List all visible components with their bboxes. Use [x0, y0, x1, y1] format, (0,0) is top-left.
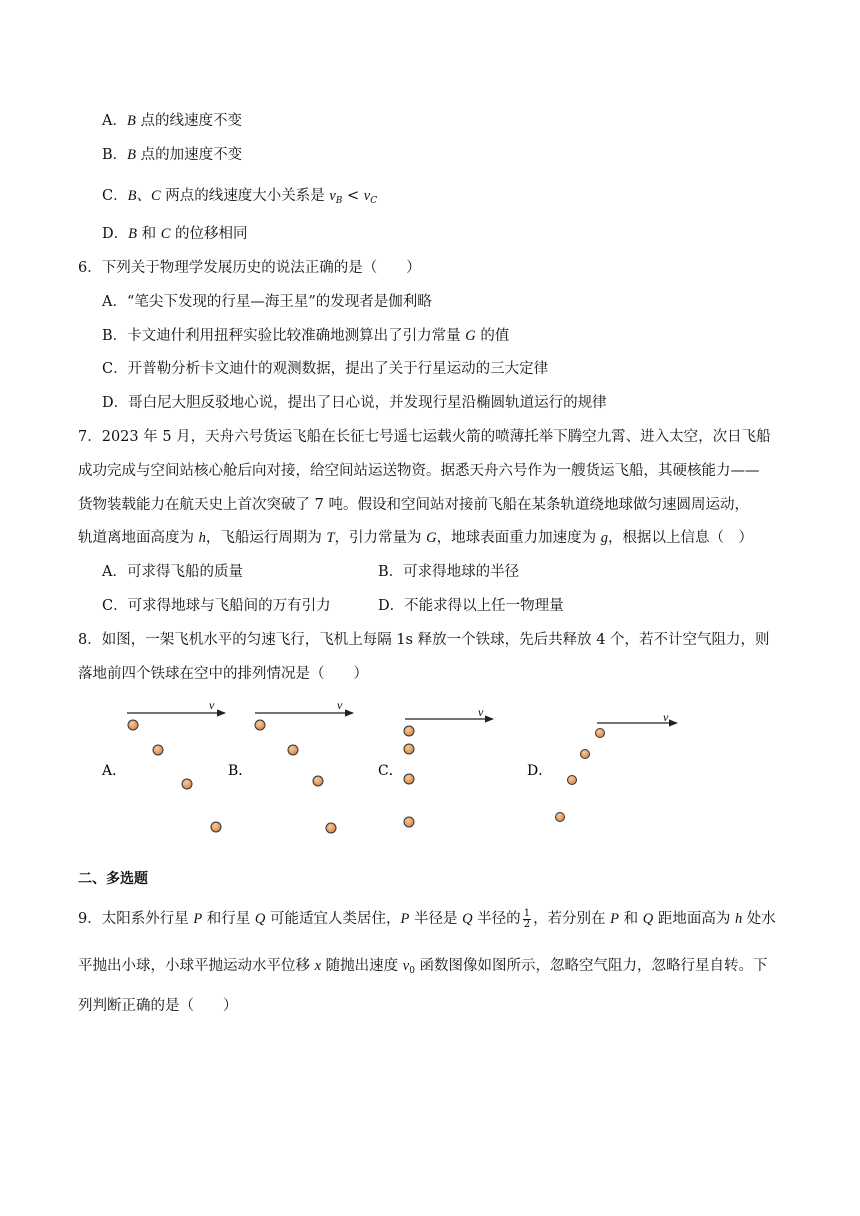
option-d-ball-4 [556, 813, 565, 822]
option-a-label: A． [102, 763, 127, 779]
q6-option-c: C．开普勒分析卡文迪什的观测数据，提出了关于行星运动的三大定律 [102, 361, 549, 377]
q5-option-c: C．B、C 两点的线速度大小关系是 $v_B < v_C$ [102, 188, 378, 206]
option-c-ball-3 [404, 774, 414, 784]
option-d-ball-3 [568, 776, 577, 785]
q7-option-b: B．可求得地球的半径 [378, 564, 520, 580]
option-b-ball-2 [288, 745, 298, 755]
option-c-v-label: v [478, 705, 484, 719]
option-b-v-label: v [337, 698, 343, 712]
q8-line-2: 落地前四个铁球在空中的排列情况是（ ） [78, 666, 368, 682]
q6-option-d: D．哥白尼大胆反驳地心说，提出了日心说，并发现行星沿椭圆轨道运行的规律 [102, 395, 607, 411]
q7-line-2: 成功完成与空间站核心舱后向对接，给空间站运送物资。据悉天舟六号作为一艘货运飞船，其硬核能力—— [78, 463, 760, 479]
q7-option-c: C．可求得地球与飞船间的万有引力 [102, 598, 331, 614]
option-b-ball-3 [313, 776, 323, 786]
q9-line-3: 列判断正确的是（ ） [78, 998, 238, 1014]
option-b-label: B． [228, 763, 253, 779]
q6-option-a: A．“笔尖下发现的行星—海王星”的发现者是伽利略 [102, 294, 432, 310]
option-d-ball-2 [581, 750, 590, 759]
option-a-v-label: v [209, 698, 215, 712]
q7-line-3: 货物装载能力在航天史上首次突破了 7 吨。假设和空间站对接前飞船在某条轨道绕地球做匀速圆周运动， [78, 497, 749, 513]
option-b-ball-1 [255, 720, 265, 730]
q9-line-1: 9．太阳系外行星 P 和行星 Q 可能适宜人类居住，P 半径是 Q 半径的 $\frac{1}{2}$ ，若分别在 P 和 Q 距地面高为 h 处水 [78, 907, 776, 930]
section-title-multiple-choice: 二、多选题 [78, 871, 148, 887]
option-d-ball-1 [596, 729, 605, 738]
q5-option-d: D．B 和 C 的位移相同 [102, 226, 248, 242]
q5-option-a: A．B 点的线速度不变 [102, 113, 242, 129]
q9-line-2: 平抛出小球，小球平抛运动水平位移 x 随抛出速度 $v_0$ 函数图像如图所示，忽略空气阻力，忽略行星自转。下 [78, 958, 768, 976]
q5-option-b: B．B 点的加速度不变 [102, 147, 243, 163]
fraction-one-half: $\frac{1}{2}$ [523, 907, 531, 930]
q7-line-1: 7．2023 年 5 月，天舟六号货运飞船在长征七号遥七运载火箭的喷薄托举下腾空九霄、进入太空，次日飞船 [78, 429, 771, 445]
option-a-ball-1 [128, 720, 138, 730]
option-d-v-label: v [663, 710, 669, 724]
option-a-ball-3 [182, 779, 192, 789]
q6-stem: 6．下列关于物理学发展历史的说法正确的是（ ） [78, 260, 421, 276]
q6-option-b: B．卡文迪什利用扭秤实验比较准确地测算出了引力常量 G 的值 [102, 328, 510, 344]
option-c-ball-2 [404, 744, 414, 754]
option-c-ball-4 [404, 817, 414, 827]
option-a-ball-2 [153, 745, 163, 755]
option-b-ball-4 [326, 823, 336, 833]
option-c-ball-1 [404, 726, 414, 736]
option-c-label: C． [378, 763, 403, 779]
q7-option-d: D．不能求得以上任一物理量 [378, 598, 564, 614]
option-a-ball-4 [211, 822, 221, 832]
q7-line-4: 轨道离地面高度为 h，飞船运行周期为 T，引力常量为 G，地球表面重力加速度为 g，根据以上信息（ ） [78, 530, 753, 546]
q7-option-a: A．可求得飞船的质量 [102, 564, 243, 580]
option-d-label: D． [527, 763, 553, 779]
q8-diagram [95, 695, 715, 845]
q8-line-1: 8．如图，一架飞机水平的匀速飞行，飞机上每隔 1s 释放一个铁球，先后共释放 4 个，若不计空气阻力，则 [78, 632, 770, 648]
